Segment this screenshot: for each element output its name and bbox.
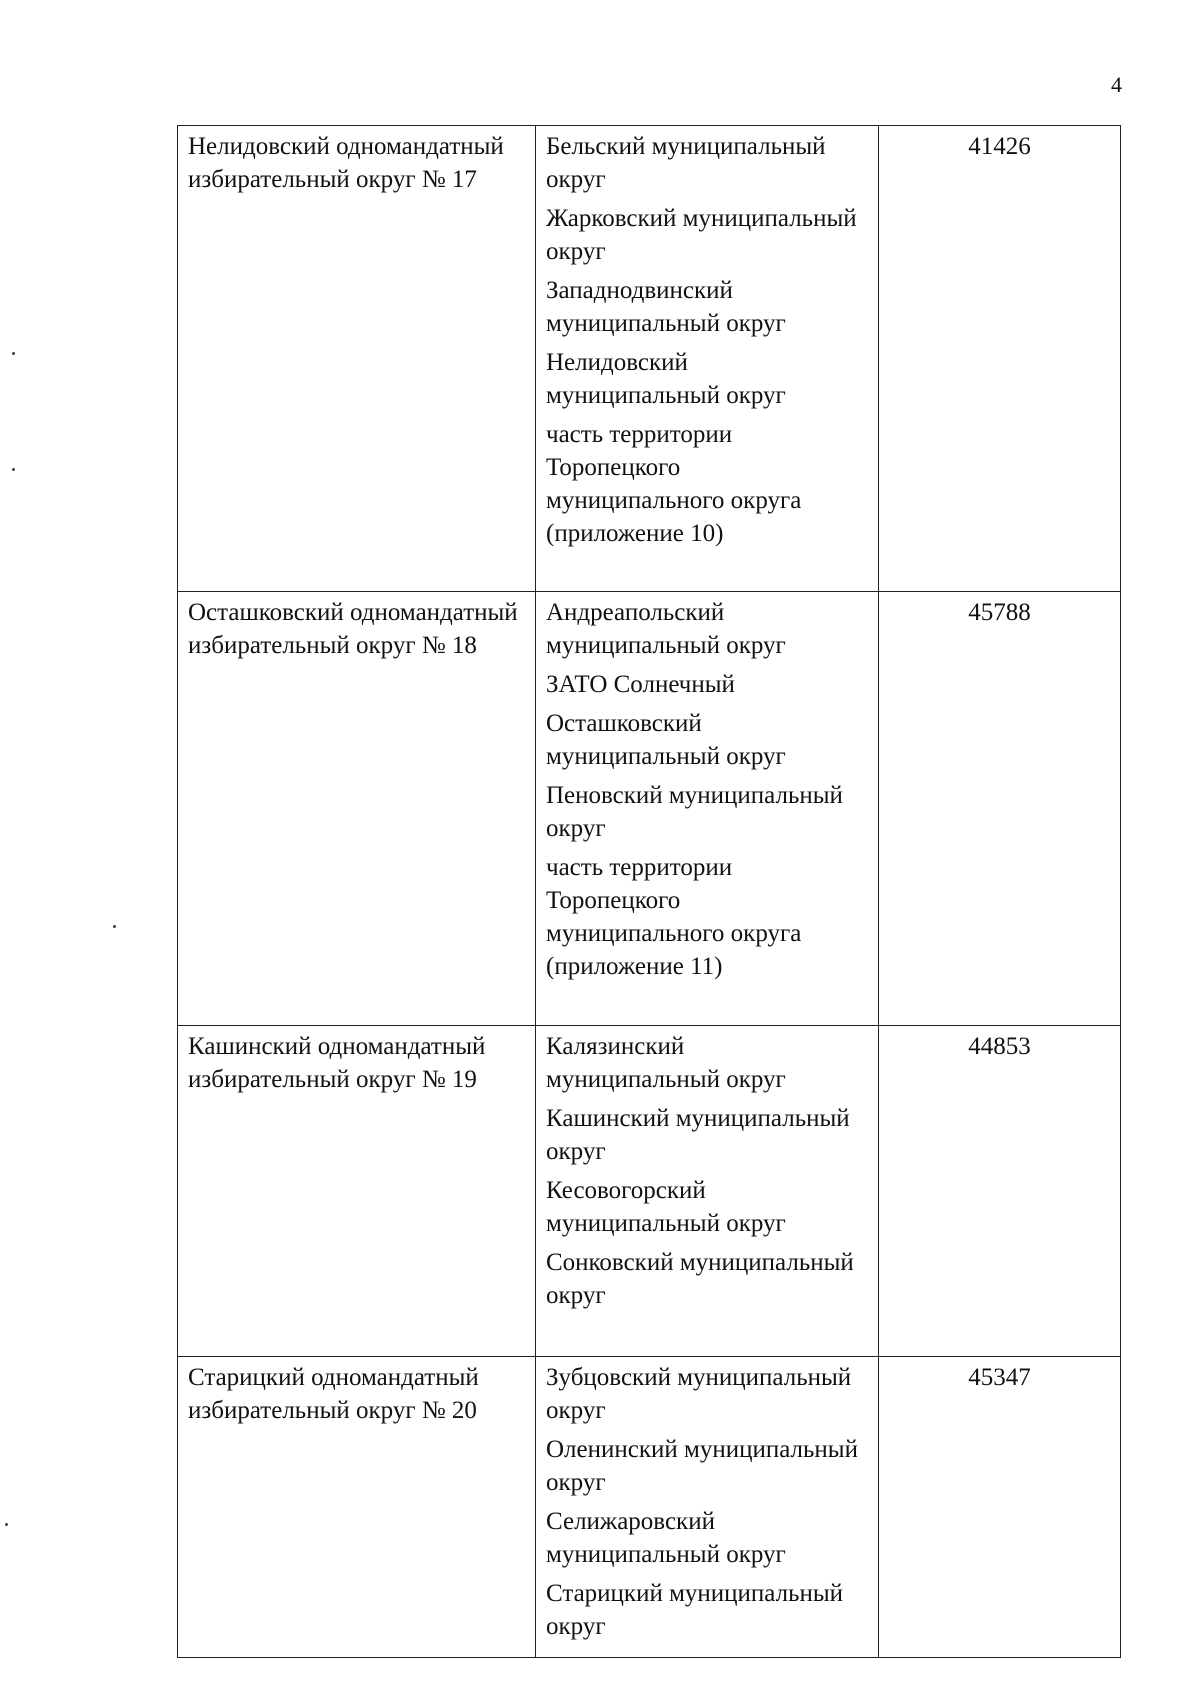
municipal-unit: Жарковский муниципальный округ [546, 205, 857, 265]
municipal-unit: Кесовогорский муниципальный округ [546, 1177, 786, 1237]
district-name-cell [178, 1357, 536, 1658]
scan-speck [12, 468, 15, 471]
voter-count: 45788 [968, 599, 1031, 626]
municipal-unit: часть территории Торопецкого муниципального округа (приложение 11) [546, 854, 802, 980]
municipal-unit: Калязинский муниципальный округ [546, 1033, 786, 1093]
district-voters-cell [879, 592, 1121, 1026]
district-name-cell [178, 126, 536, 592]
table-row [178, 126, 1121, 592]
municipal-unit: Осташковский муниципальный округ [546, 710, 786, 770]
municipal-unit: часть территории Торопецкого муниципального округа (приложение 10) [546, 421, 802, 547]
municipal-unit: Старицкий муниципальный округ [546, 1580, 844, 1640]
municipal-unit: Пеновский муниципальный округ [546, 782, 843, 842]
district-units-cell [536, 1357, 879, 1658]
table-row [178, 592, 1121, 1026]
voter-count: 41426 [968, 133, 1031, 160]
district-name: Кашинский одномандатный избирательный округ № 19 [188, 1033, 486, 1093]
municipal-unit: Андреапольский муниципальный округ [546, 599, 786, 659]
district-units-cell [536, 126, 879, 592]
municipal-unit: Оленинский муниципальный округ [546, 1436, 858, 1496]
district-name: Старицкий одномандатный избирательный округ № 20 [188, 1364, 479, 1424]
municipal-unit: Нелидовский муниципальный округ [546, 349, 786, 409]
district-units-cell [536, 1026, 879, 1357]
table-row [178, 1026, 1121, 1357]
district-name: Осташковский одномандатный избирательный округ № 18 [188, 599, 518, 659]
voter-count: 45347 [968, 1364, 1031, 1391]
district-name-cell [178, 592, 536, 1026]
district-voters-cell [879, 1026, 1121, 1357]
scan-speck [12, 352, 15, 355]
table-row [178, 1357, 1121, 1658]
municipal-unit: Сонковский муниципальный округ [546, 1249, 854, 1309]
district-name: Нелидовский одномандатный избирательный округ № 17 [188, 133, 504, 193]
municipal-unit: Бельский муниципальный округ [546, 133, 826, 193]
scan-speck [113, 925, 116, 928]
voter-count: 44853 [968, 1033, 1031, 1060]
municipal-unit: Кашинский муниципальный округ [546, 1105, 850, 1165]
municipal-unit: Западнодвинский муниципальный округ [546, 277, 786, 337]
scan-speck [5, 1523, 8, 1526]
district-units-cell [536, 592, 879, 1026]
district-name-cell [178, 1026, 536, 1357]
district-voters-cell [879, 126, 1121, 592]
page-number: 4 [1111, 72, 1122, 97]
districts-table [177, 125, 1121, 1658]
district-voters-cell [879, 1357, 1121, 1658]
municipal-unit: ЗАТО Солнечный [546, 671, 735, 698]
municipal-unit: Селижаровский муниципальный округ [546, 1508, 786, 1568]
municipal-unit: Зубцовский муниципальный округ [546, 1364, 852, 1424]
